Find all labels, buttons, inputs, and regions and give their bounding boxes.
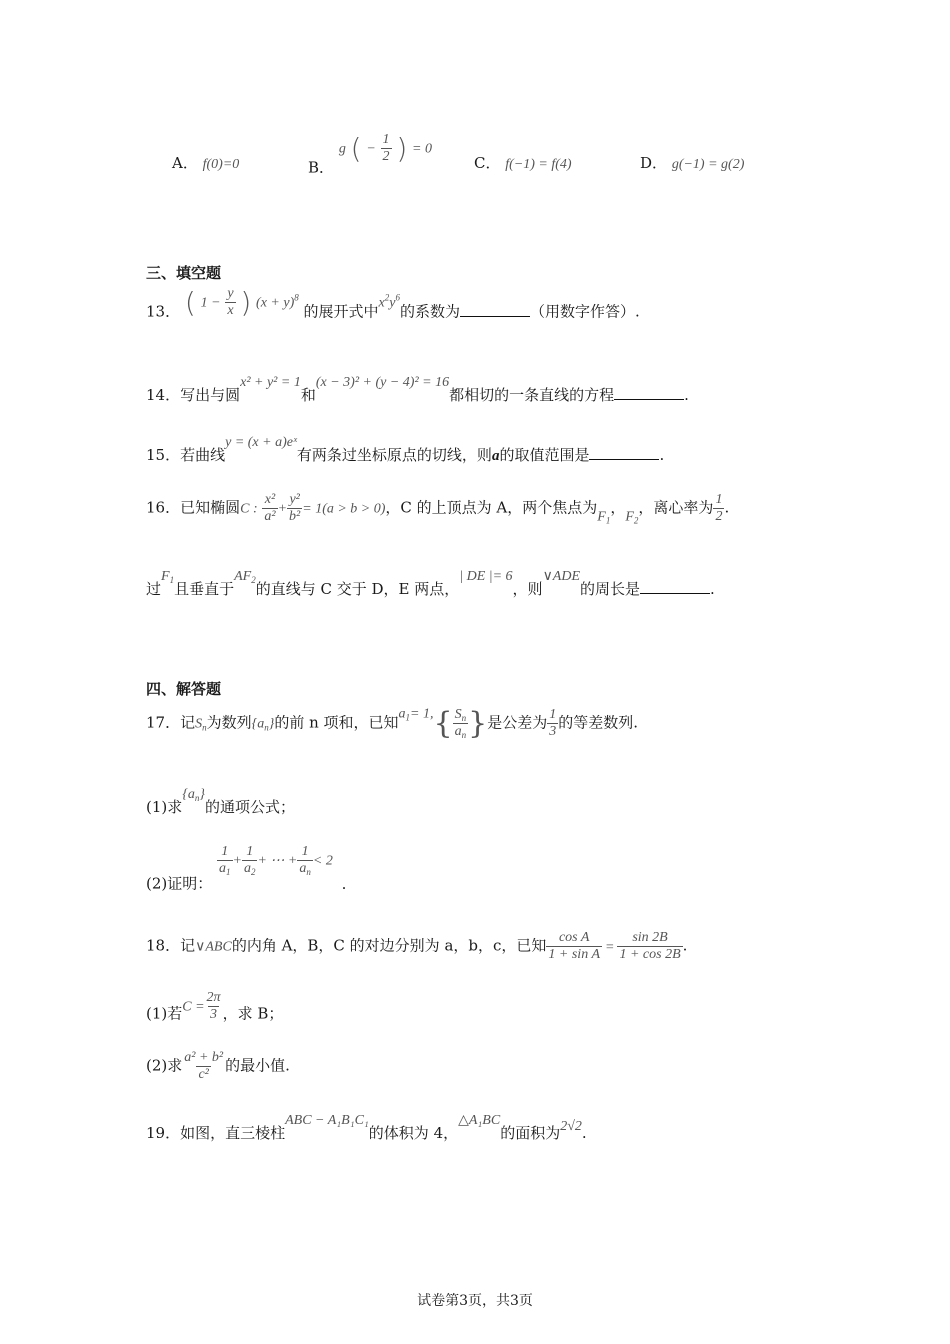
question-19: 19．如图，直三棱柱ABC − A₁B₁C₁的体积为 4，△A₁BC的面积为2√2. xyxy=(146,1113,587,1142)
option-a xyxy=(172,152,239,173)
q15-curve: y = (x + a)eˣ xyxy=(225,435,297,450)
question-13: 13． ( 1 − $\frac{y}{x}$ ) $(x + y)^8$ 的展开式中$x^2y^6$的系数为 （用数字作答）. xyxy=(146,286,640,321)
question-16: 16．已知椭圆C : $\frac{\text{x²}}{\text{a²}}$ + $\frac{\text{y²}}{\text{b²}}$ = 1(a > b > 0)，C 的上顶点为 A，两个焦点为$F_1$，$F_2$，离心率为 $\frac{1}{2}$ . xyxy=(146,492,730,526)
q15-answer-blank xyxy=(589,447,659,460)
option-b-math-post: = 0 xyxy=(412,141,432,157)
option-b-math-pre: g xyxy=(338,141,346,157)
option-a-math: f(0)=0 xyxy=(202,157,240,172)
question-18: 18．记∨ABC的内角 A，B，C 的对边分别为 a，b，c，已知 $\frac{\text{cos A}}{\text{1 + sin A}}$ = $\frac{\sin 2B}{1 + \cos 2B}$ . xyxy=(146,930,688,963)
q18-right-fraction: $\frac{\sin 2B}{1 + \cos 2B}$ xyxy=(619,930,681,963)
q17-part-2: (2)证明： $\frac{1}{a_1}$ + $\frac{1}{a_2}$ + ⋯ + $\frac{1}{a_n}$ < 2 . xyxy=(146,844,347,893)
option-c-math: f(−1) = f(4) xyxy=(505,157,572,172)
question-14: 14．写出与圆x² + y² = 1和(x − 3)² + (y − 4)² = 16都相切的一条直线的方程 . xyxy=(146,375,689,404)
option-d xyxy=(640,152,744,173)
q16-number: 16． xyxy=(146,498,181,517)
q17-sn-over-an: $\frac{S_n}{a_n}$ xyxy=(454,706,467,740)
q14-circle-2: (x − 3)² + (y − 4)² = 16 xyxy=(315,375,450,390)
option-b: B． g ( − $\frac{1}{2}$ ) = 0 xyxy=(308,132,432,177)
q14-answer-blank xyxy=(614,387,684,400)
page-footer: 试卷第3页，共3页 xyxy=(417,1293,533,1309)
q16-frac-x: $\frac{\text{x²}}{\text{a²}}$ xyxy=(264,492,276,525)
q17-common-difference: $\frac{1}{3}$ xyxy=(549,706,557,739)
q16-eccentricity: $\frac{1}{2}$ xyxy=(715,492,723,525)
q16-frac-y: $\frac{\text{y²}}{\text{b²}}$ xyxy=(289,492,301,525)
question-16-line-2: 过$F_1$且垂直于$AF_2$的直线与 C 交于 D，E 两点，| DE |= 6，则∨ADE的周长是 . xyxy=(146,569,715,598)
option-b-right-paren: ) xyxy=(396,132,408,166)
q19-number: 19． xyxy=(146,1124,181,1142)
option-c-label: C． xyxy=(474,154,501,172)
q16-answer-blank xyxy=(640,581,710,594)
question-15: 15．若曲线y = (x + a)eˣ有两条过坐标原点的切线，则a的取值范围是 . xyxy=(146,435,665,464)
q18-ratio: $\frac{\text{a² + b²}}{\text{c²}}$ xyxy=(184,1050,224,1083)
q13-fraction: $\frac{y}{x}$ xyxy=(227,286,234,319)
option-a-label: A． xyxy=(172,154,198,172)
q17-part-1: (1)求$\{a_n\}$的通项公式； xyxy=(146,787,295,816)
q18-left-fraction: $\frac{\text{cos A}}{\text{1 + sin A}}$ xyxy=(548,930,600,963)
option-b-fraction: $\frac{1}{2}$ xyxy=(382,132,390,165)
option-d-math: g(−1) = g(2) xyxy=(671,157,745,172)
option-d-label: D． xyxy=(640,154,668,172)
option-b-label: B． xyxy=(308,158,335,177)
q18-part-2: (2)求 $\frac{\text{a² + b²}}{\text{c²}}$ 的最小值. xyxy=(146,1050,290,1083)
question-17: 17．记$S_n$为数列$\{a_n\}$的前 n 项和，已知$a^1= 1$,{ $\frac{S_n}{a_n}$ }是公差为 $\frac{1}{3}$ 的等差数列. xyxy=(146,706,638,741)
q13-number: 13． xyxy=(146,302,181,321)
q18-angle-c: $\frac{2\pi}{3}$ xyxy=(206,990,221,1023)
q14-circle-1: x² + y² = 1 xyxy=(240,375,301,390)
section-4-title: 四、解答题 xyxy=(146,680,222,698)
q13-answer-blank xyxy=(460,304,530,317)
q14-number: 14． xyxy=(146,386,181,404)
q18-part-1: (1)若C = $\frac{2\pi}{3}$ ，求 B； xyxy=(146,990,284,1023)
option-c xyxy=(474,152,572,173)
option-b-left-paren: ( xyxy=(350,132,362,166)
q18-number: 18． xyxy=(146,936,181,955)
section-3-title: 三、填空题 xyxy=(146,264,222,282)
q17-number: 17． xyxy=(146,713,181,732)
q15-number: 15． xyxy=(146,446,181,464)
